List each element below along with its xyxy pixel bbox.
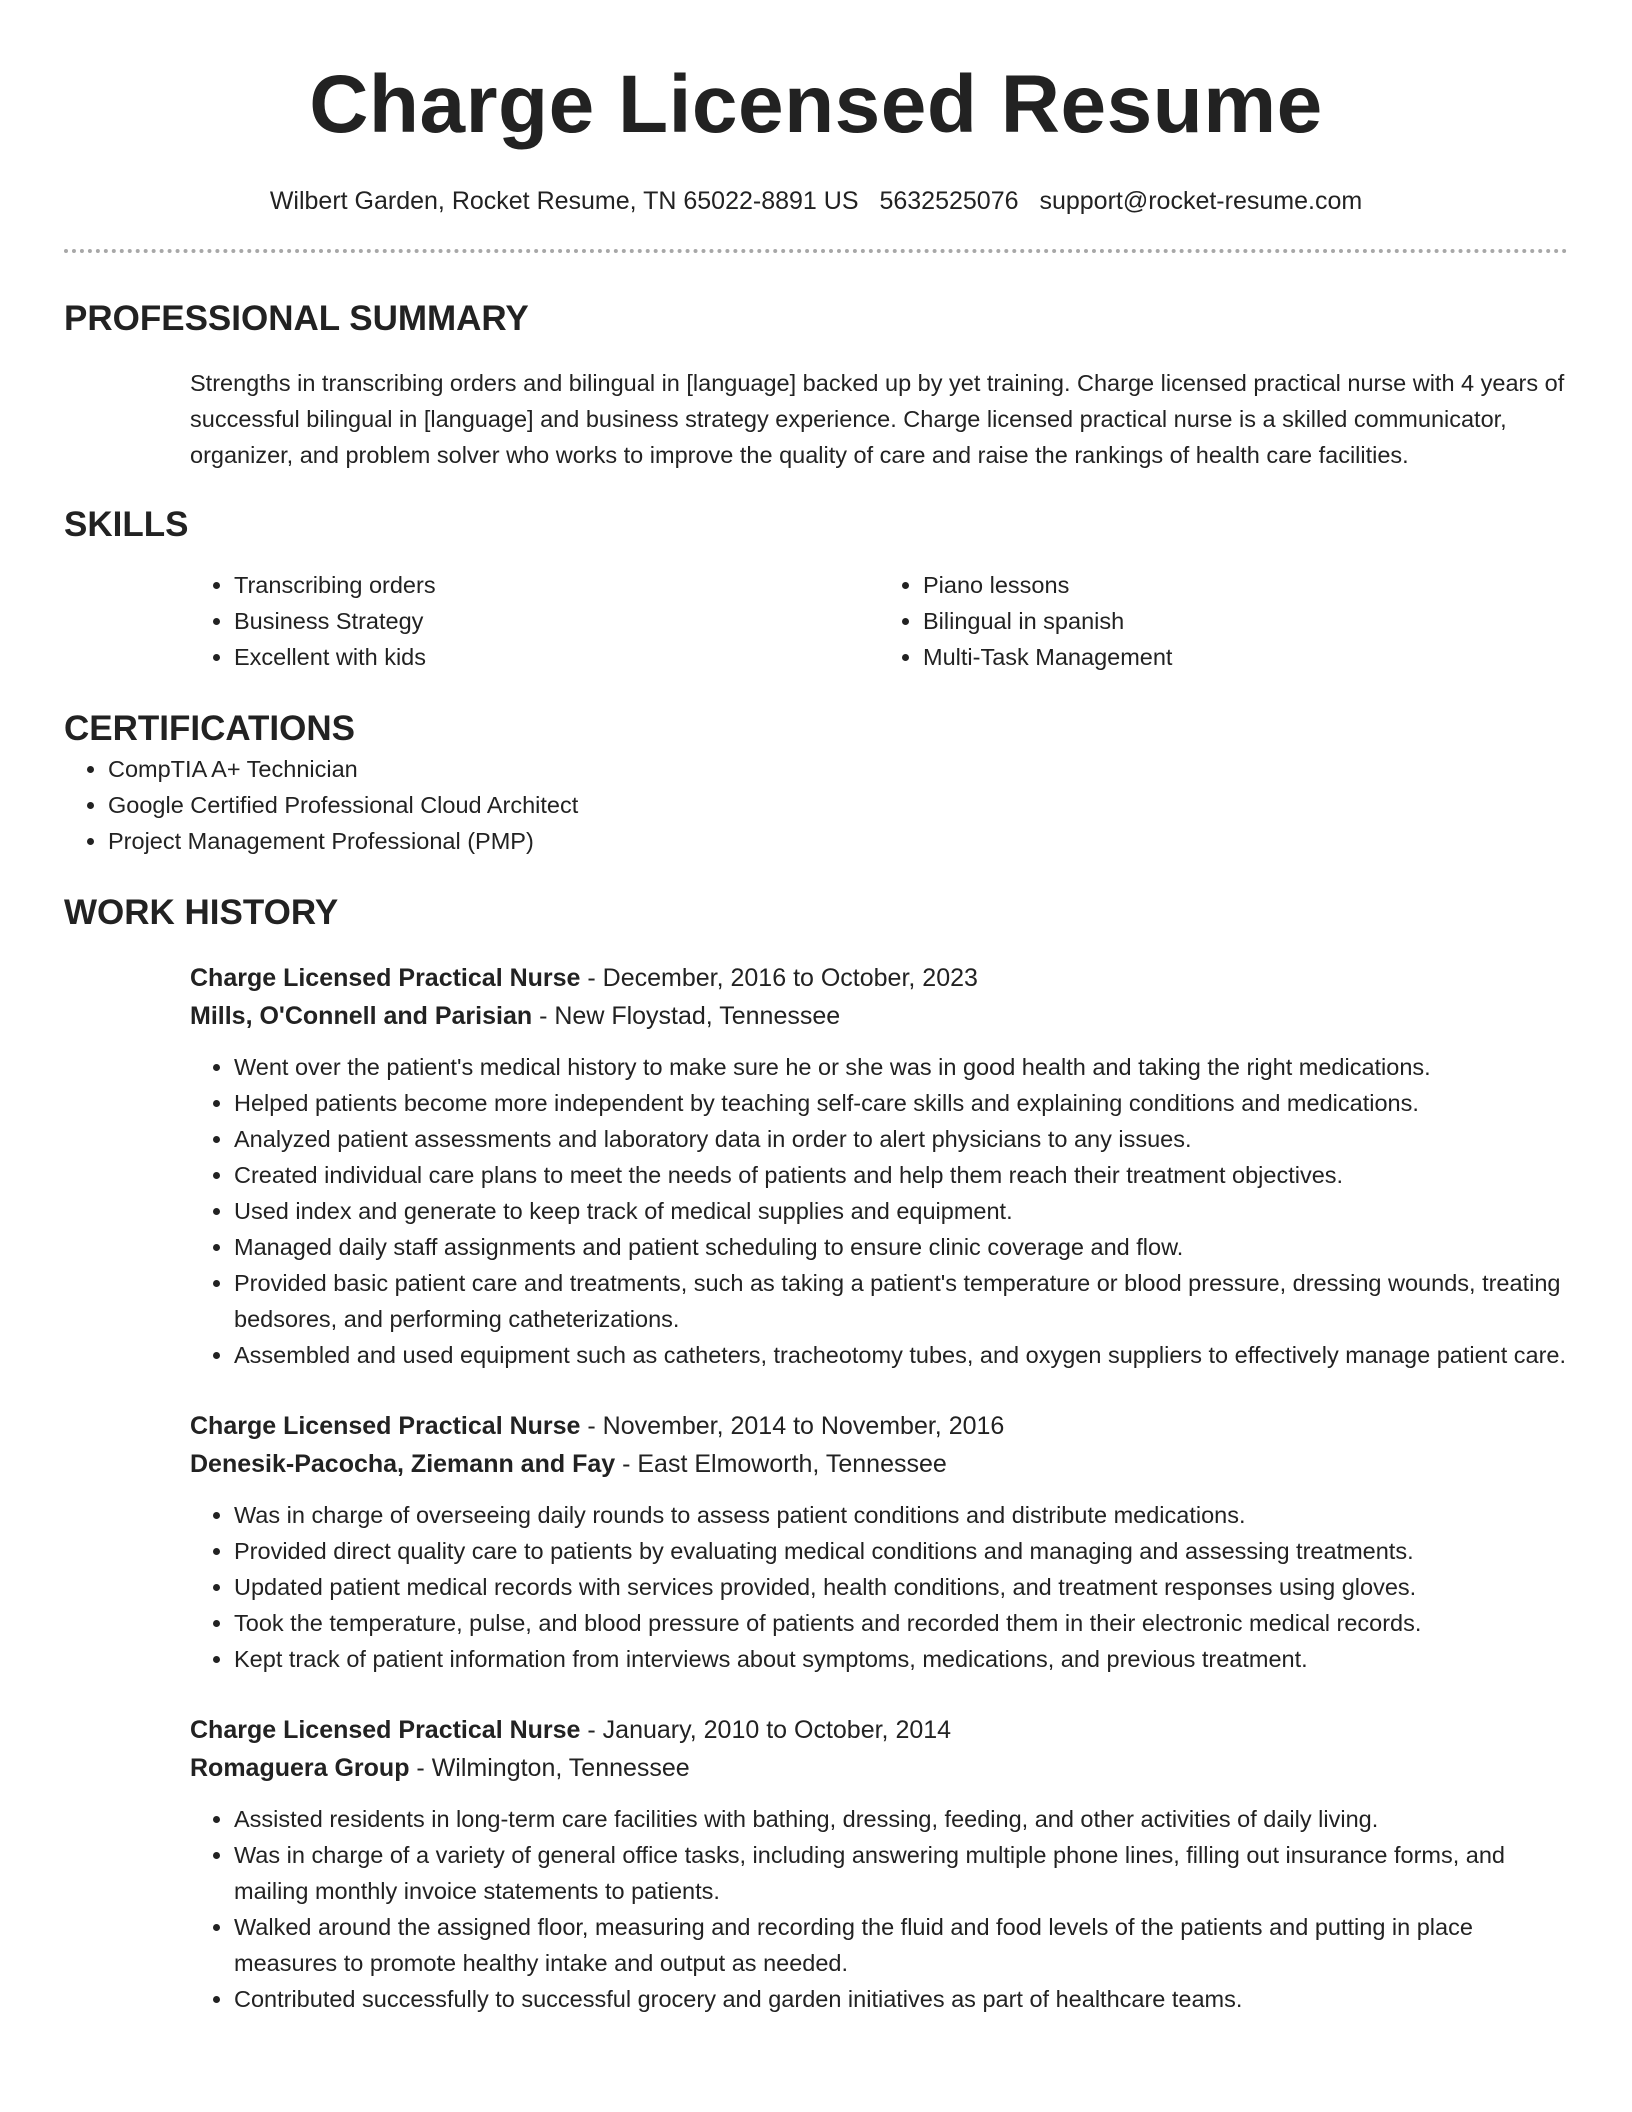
resume-header [64, 0, 1568, 217]
skills-section [64, 503, 1568, 675]
skills-list-left [190, 567, 879, 675]
summary-heading: PROFESSIONAL SUMMARY [64, 299, 529, 338]
job-dates: - January, 2010 to October, 2014 [580, 1716, 952, 1744]
job-duty: • Updated patient medical records with services provided, health conditions, and treatment responses using gloves. [234, 1569, 1568, 1605]
job-duty: • Was in charge of a variety of general office tasks, including answering multiple phone lines, filling out insurance forms, and mailing monthly invoice statements to patients. [234, 1837, 1568, 1909]
job-duty: • Assembled and used equipment such as catheters, tracheotomy tubes, and oxygen suppliers to effectively manage patient care. [234, 1337, 1568, 1373]
job-duty: • Was in charge of overseeing daily rounds to assess patient conditions and distribute medications. [234, 1497, 1568, 1533]
work-history-heading: WORK HISTORY [64, 893, 339, 932]
job-duty: • Contributed successfully to successful grocery and garden initiatives as part of healthcare teams. [234, 1981, 1568, 2017]
work-history-section [64, 891, 1568, 2017]
skills-heading: SKILLS [64, 505, 189, 544]
job-duty: • Took the temperature, pulse, and blood pressure of patients and recorded them in their electronic medical records. [234, 1605, 1568, 1641]
skills-columns [190, 567, 1568, 675]
job-entry [190, 959, 1568, 1373]
job-company: Denesik-Pacocha, Ziemann and Fay [190, 1450, 616, 1478]
job-company: Romaguera Group [190, 1754, 410, 1782]
job-dates: - November, 2014 to November, 2016 [580, 1412, 1005, 1440]
job-company-line [190, 997, 1568, 1035]
certifications-heading: CERTIFICATIONS [64, 709, 356, 748]
job-role-line [190, 959, 1568, 997]
job-location: - New Floystad, Tennessee [532, 1002, 841, 1030]
job-duty: • Kept track of patient information from interviews about symptoms, medications, and previous treatment. [234, 1641, 1568, 1677]
summary-section [64, 297, 1568, 473]
job-role: Charge Licensed Practical Nurse [190, 1412, 581, 1440]
job-company: Mills, O'Connell and Parisian [190, 1002, 533, 1030]
skill-item: • Piano lessons [923, 567, 1568, 603]
job-duty: • Used index and generate to keep track of medical supplies and equipment. [234, 1193, 1568, 1229]
certifications-section [64, 707, 1568, 859]
job-duty: • Created individual care plans to meet the needs of patients and help them reach their treatment objectives. [234, 1157, 1568, 1193]
job-duties-list [190, 1497, 1568, 1677]
job-duty: • Walked around the assigned floor, measuring and recording the fluid and food levels of the patients and putting in place measures to promote healthy intake and output as needed. [234, 1909, 1568, 1981]
skill-item: • Excellent with kids [234, 639, 879, 675]
job-duty: • Helped patients become more independent by teaching self-care skills and explaining conditions and medications. [234, 1085, 1568, 1121]
certification-item: • Project Management Professional (PMP) [108, 823, 1568, 859]
job-location: - East Elmoworth, Tennessee [615, 1450, 947, 1478]
job-duty: • Managed daily staff assignments and patient scheduling to ensure clinic coverage and flow. [234, 1229, 1568, 1265]
job-duty: • Assisted residents in long-term care facilities with bathing, dressing, feeding, and other activities of daily living. [234, 1801, 1568, 1837]
job-role-line [190, 1711, 1568, 1749]
job-duty: • Analyzed patient assessments and laboratory data in order to alert physicians to any issues. [234, 1121, 1568, 1157]
contact-phone: 5632525076 [879, 187, 1019, 215]
certification-item: • CompTIA A+ Technician [108, 751, 1568, 787]
job-role: Charge Licensed Practical Nurse [190, 964, 581, 992]
job-duty: • Provided direct quality care to patients by evaluating medical conditions and managing and assessing treatments. [234, 1533, 1568, 1569]
summary-text: Strengths in transcribing orders and bilingual in [language] backed up by yet training. Charge licensed practical nurse with 4 years of successful bilingual in [language] and business strategy experience. Charge licensed practical nurse is a skilled communicator, organizer, and problem solver who works to improve the quality of care and raise the rankings of health care facilities. [190, 370, 1565, 468]
skill-item: • Bilingual in spanish [923, 603, 1568, 639]
contact-line [64, 185, 1568, 217]
resume-title: Charge Licensed Resume [309, 59, 1323, 150]
job-duty: • Provided basic patient care and treatments, such as taking a patient's temperature or blood pressure, dressing wounds, treating bedsores, and performing catheterizations. [234, 1265, 1568, 1337]
job-entry [190, 1711, 1568, 2017]
skill-item: • Multi-Task Management [923, 639, 1568, 675]
job-location: - Wilmington, Tennessee [409, 1754, 690, 1782]
job-company-line [190, 1749, 1568, 1787]
job-entry [190, 1407, 1568, 1677]
job-duties-list [190, 1049, 1568, 1373]
job-duties-list [190, 1801, 1568, 2017]
skill-item: • Transcribing orders [234, 567, 879, 603]
header-divider [64, 249, 1568, 253]
job-company-line [190, 1445, 1568, 1483]
contact-email: support@rocket-resume.com [1039, 187, 1363, 215]
certification-item: • Google Certified Professional Cloud Architect [108, 787, 1568, 823]
job-duty: • Went over the patient's medical history to make sure he or she was in good health and taking the right medications. [234, 1049, 1568, 1085]
skills-list-right [879, 567, 1568, 675]
skill-item: • Business Strategy [234, 603, 879, 639]
job-dates: - December, 2016 to October, 2023 [580, 964, 978, 992]
job-role: Charge Licensed Practical Nurse [190, 1716, 581, 1744]
contact-address: Wilbert Garden, Rocket Resume, TN 65022-8891 US [269, 187, 859, 215]
job-role-line [190, 1407, 1568, 1445]
certifications-list [64, 751, 1568, 859]
